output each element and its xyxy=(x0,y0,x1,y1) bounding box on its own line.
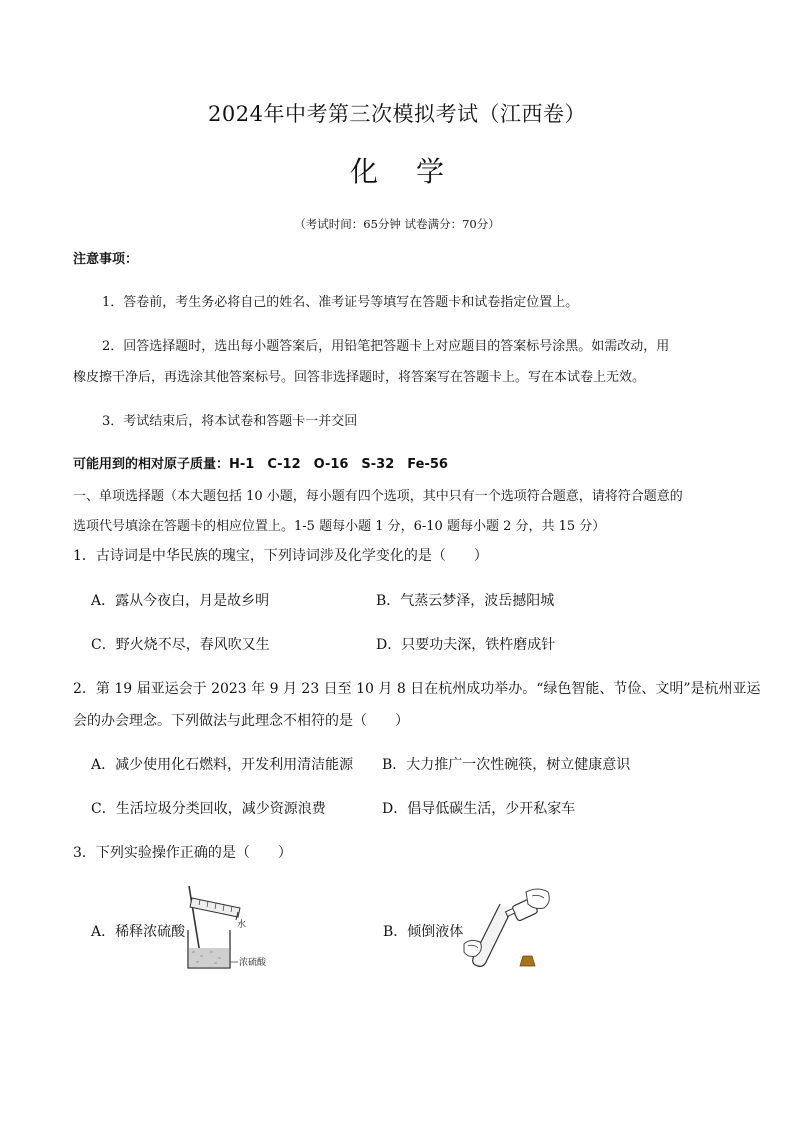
bottle-stopper xyxy=(520,956,535,966)
q1-option-a: A．露从今夜白，月是故乡明 xyxy=(91,593,270,609)
q3-stem: 3．下列实验操作正确的是（ ） xyxy=(73,845,292,861)
q1-stem: 1．古诗词是中华民族的瑰宝，下列诗词涉及化学变化的是（ ） xyxy=(73,548,488,564)
section-1-line-1: 一、单项选择题（本大题包括 10 小题，每小题有四个选项，其中只有一个选项符合题意，请将符合题意的 xyxy=(73,489,683,504)
notice-item-3: 3．考试结束后，将本试卷和答题卡一并交回 xyxy=(102,414,358,429)
notice-heading: 注意事项： xyxy=(73,252,139,267)
notice-item-2-line-1: 2．回答选择题时，选出每小题答案后，用铅笔把答题卡上对应题目的答案标号涂黑。如需改动，用 xyxy=(102,339,670,354)
section-1-line-2: 选项代号填涂在答题卡的相应位置上。1-5 题每小题 1 分，6-10 题每小题 2 分，共 15 分） xyxy=(73,519,606,534)
q2-option-a: A．减少使用化石燃料，开发利用清洁能源 xyxy=(91,757,354,773)
q2-option-c: C．生活垃圾分类回收，减少资源浪费 xyxy=(91,801,326,817)
pouring-figure xyxy=(460,884,560,972)
q2-option-d: D．倡导低碳生活，少开私家车 xyxy=(382,801,576,817)
exam-title: 2024年中考第三次模拟考试（江西卷） xyxy=(208,102,586,126)
q3-option-a: A．稀释浓硫酸 xyxy=(91,924,186,940)
notice-item-2-line-2: 橡皮擦干净后，再选涂其他答案标号。回答非选择题时，将答案写在答题卡上。写在本试卷上无效。 xyxy=(73,370,646,385)
time-note: （考试时间：65分钟 试卷满分：70分） xyxy=(294,217,500,231)
q1-option-d: D．只要功夫深，铁杵磨成针 xyxy=(376,637,556,653)
q2-stem-line-1: 2．第 19 届亚运会于 2023 年 9 月 23 日至 10 月 8 日在杭州成功举办。“绿色智能、节俭、文明”是杭州亚运 xyxy=(73,681,761,697)
q2-option-b: B．大力推广一次性碗筷，树立健康意识 xyxy=(382,757,631,773)
beaker xyxy=(188,930,230,968)
q2-stem-line-2: 会的办会理念。下列做法与此理念不相符的是（ ） xyxy=(73,713,409,729)
q3-option-b: B．倾倒液体 xyxy=(383,924,464,940)
pouring-cylinder xyxy=(190,898,240,920)
q1-option-c: C．野火烧不尽，春风吹又生 xyxy=(91,637,270,653)
hand-holding-bottle xyxy=(526,889,549,909)
water-label: 水 xyxy=(237,920,247,930)
q1-option-b: B．气蒸云梦泽，波岳撼阳城 xyxy=(376,593,555,609)
atomic-masses: 可能用到的相对原子质量：H-1 C-12 O-16 S-32 Fe-56 xyxy=(73,457,448,472)
dilution-figure xyxy=(180,884,280,972)
notice-item-1: 1．答卷前，考生务必将自己的姓名、准考证号等填写在答题卡和试卷指定位置上。 xyxy=(102,295,579,310)
subject-title: 化学 xyxy=(349,155,482,188)
acid-label: 浓硫酸 xyxy=(239,958,267,968)
hand-holding-tube xyxy=(464,940,481,956)
